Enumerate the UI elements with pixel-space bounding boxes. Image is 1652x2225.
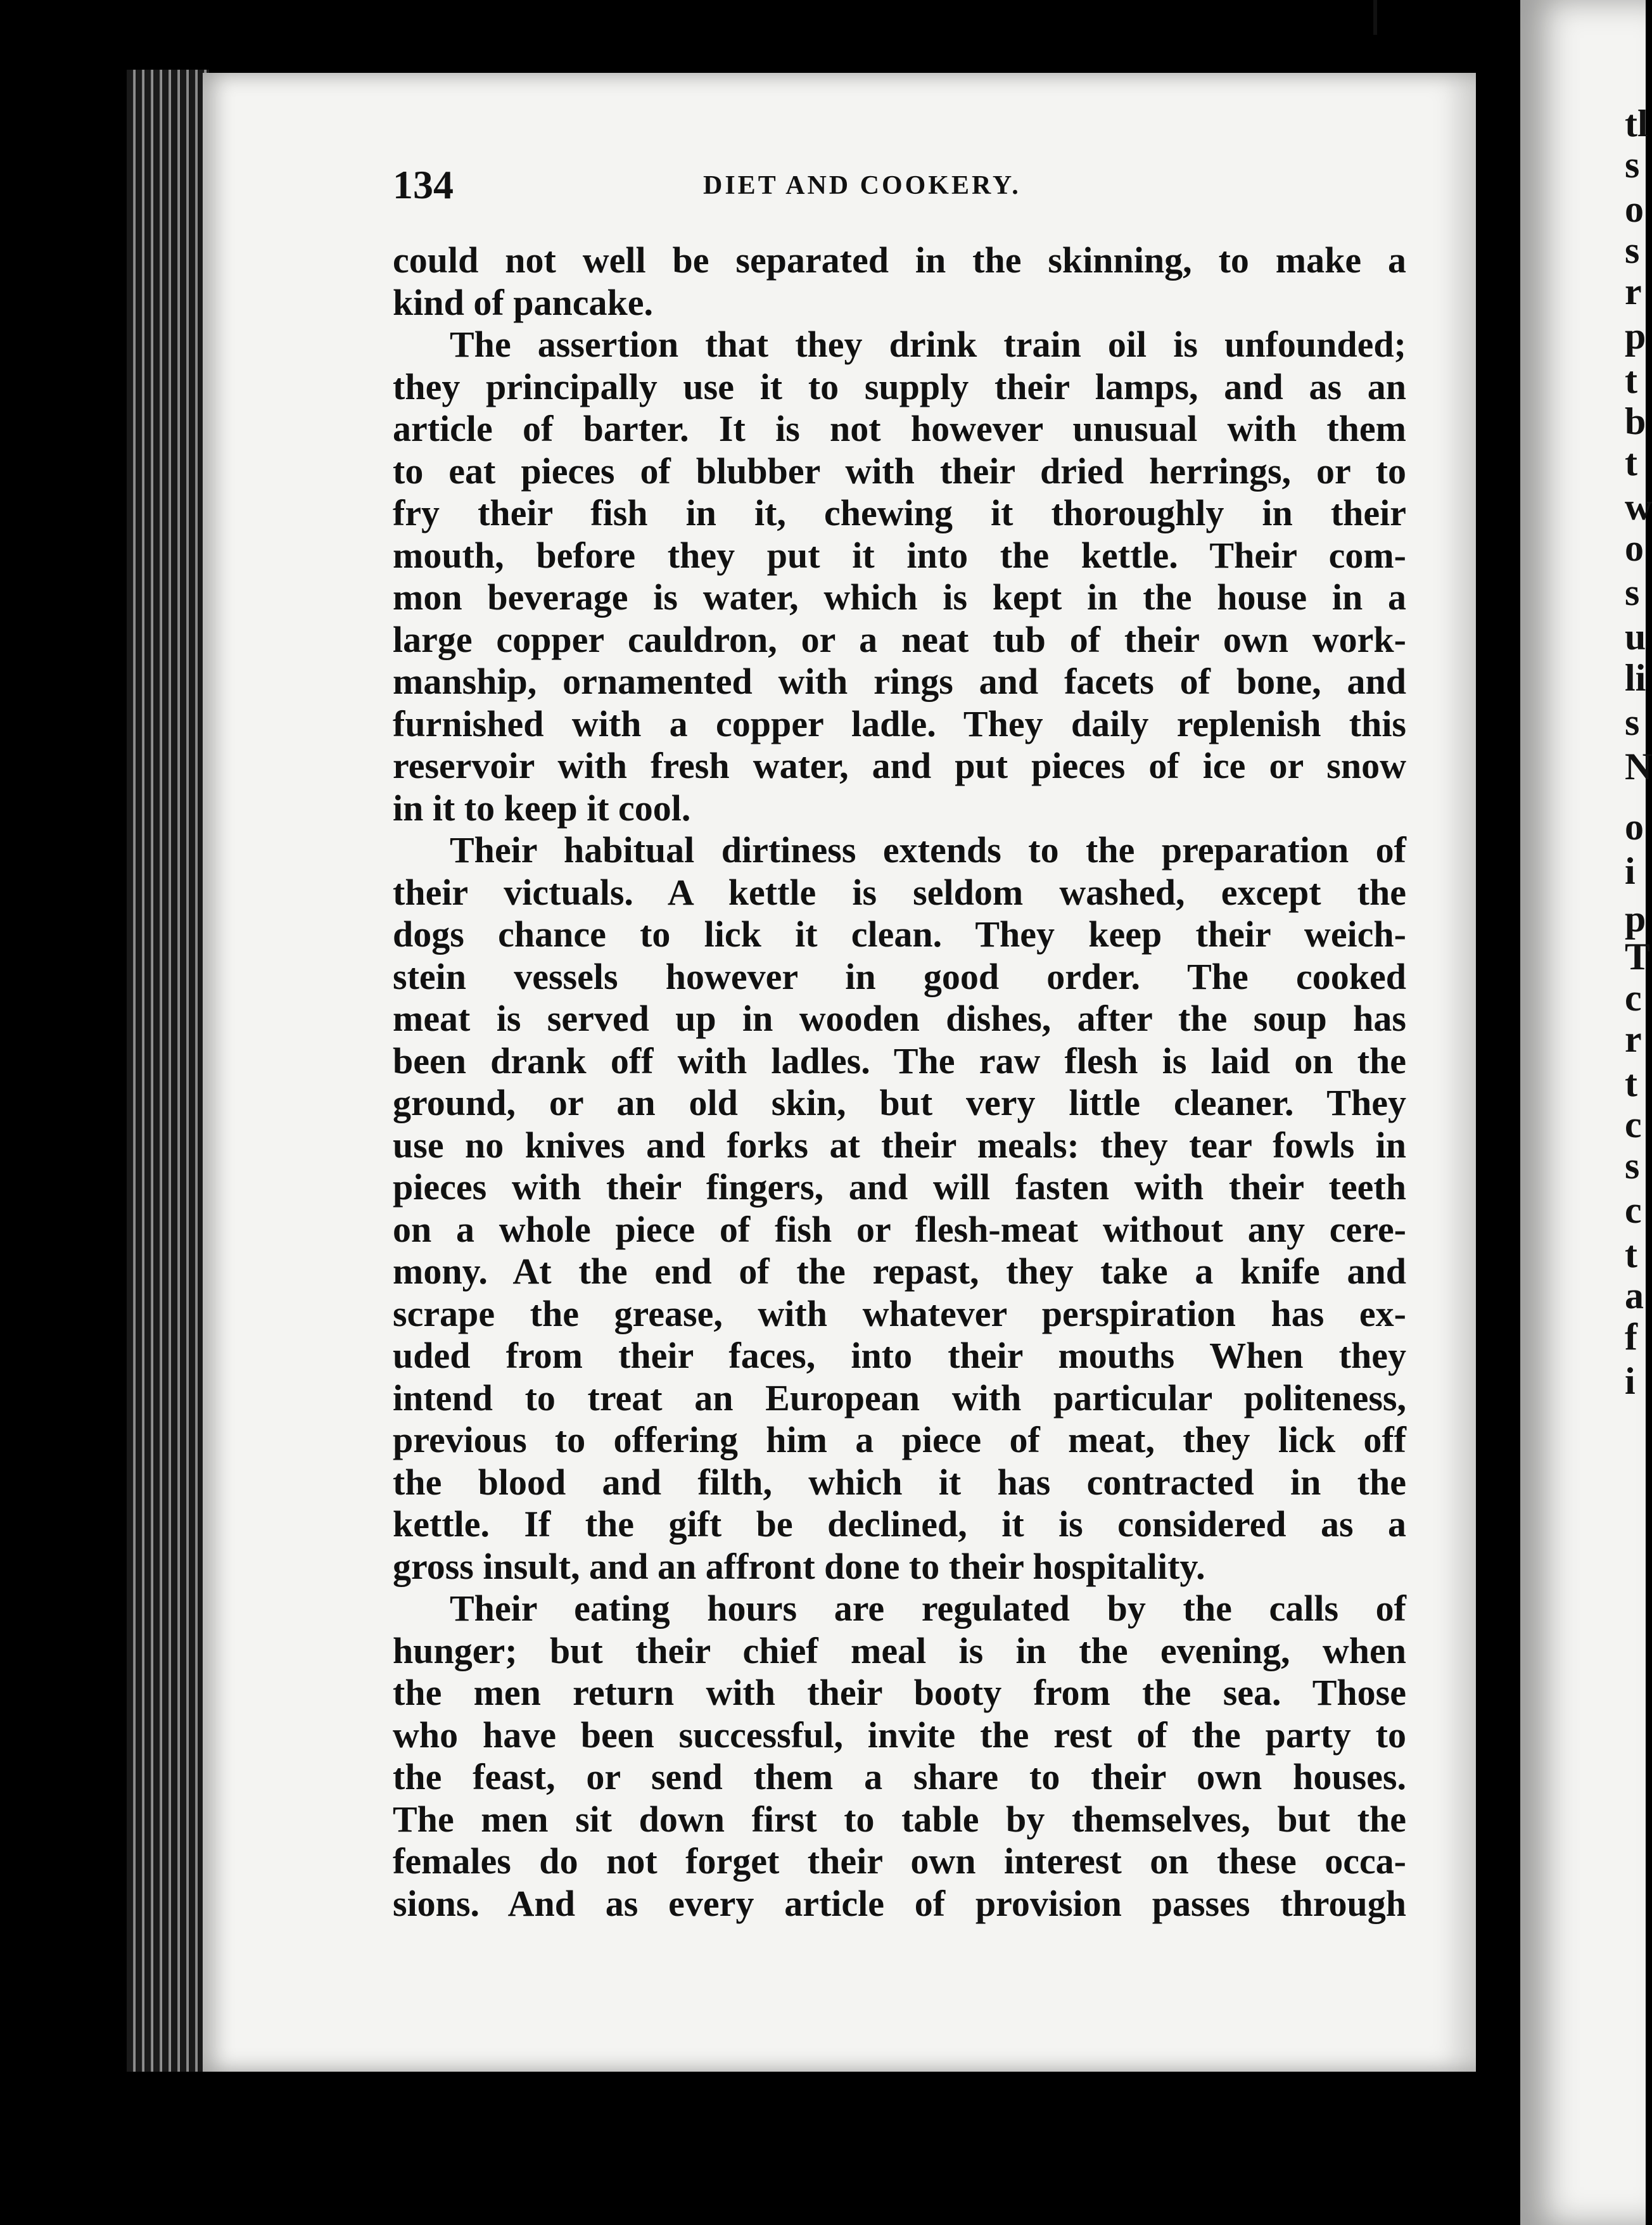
facing-page-fragment: r [1625,1018,1642,1060]
text-line: The men sit down first to table by themselves, but the [393,1798,1406,1840]
facing-page-fragment: s [1625,229,1640,271]
text-line: previous to offering him a piece of meat, they lick off [393,1419,1406,1460]
text-line: use no knives and forks at their meals: they tear fowls in [393,1124,1406,1166]
facing-page-fragment: o [1625,806,1644,848]
facing-page-fragment: s [1625,571,1640,613]
facing-page-fragment: t [1625,1234,1637,1275]
text-line: the blood and filth, which it has contracted in the [393,1461,1406,1503]
text-line: gross insult, and an affront done to their hospitality. [393,1545,1205,1587]
text-line: manship, ornamented with rings and facets of bone, and [393,661,1406,702]
text-line: could not well be separated in the skinning, to make a [393,239,1406,281]
text-line: kettle. If the gift be declined, it is considered as a [393,1503,1406,1545]
book-spine [1476,70,1520,2078]
facing-page-fragment: s [1625,1145,1640,1187]
text-line: large copper cauldron, or a neat tub of their own work- [393,618,1406,660]
facing-page-fragment: tl [1625,103,1648,144]
text-line: to eat pieces of blubber with their dried herrings, or to [393,450,1406,492]
text-line: hunger; but their chief meal is in the evening, when [393,1629,1406,1671]
page-header [393,162,1280,212]
facing-page-fragment: p [1625,898,1646,940]
text-line: uded from their faces, into their mouths When they [393,1335,1406,1376]
scan-mark [1373,0,1377,35]
text-line: intend to treat an European with particular politeness, [393,1377,1406,1419]
facing-page [1520,0,1652,2225]
facing-page-fragment: o [1625,527,1644,569]
text-line: The assertion that they drink train oil is unfounded; [450,324,1406,365]
text-line: the feast, or send them a share to their own houses. [393,1756,1406,1797]
text-line: reservoir with fresh water, and put pieces of ice or snow [393,745,1406,786]
text-line: sions. And as every article of provision passes through [393,1882,1406,1924]
text-line: Their habitual dirtiness extends to the preparation of [450,829,1406,870]
text-line: on a whole piece of fish or flesh-meat without any cere- [393,1208,1406,1250]
body-text [393,239,1406,1925]
text-line: meat is served up in wooden dishes, after the soup has [393,998,1406,1039]
page-edges [127,70,209,2072]
facing-page-fragment: r [1625,271,1642,312]
facing-page-fragment: i [1625,850,1636,892]
facing-page-fragment: s [1625,701,1640,743]
facing-page-fragment: a [1625,1275,1644,1317]
text-line: who have been successful, invite the rest of the party to [393,1714,1406,1756]
text-line: Their eating hours are regulated by the calls of [450,1588,1406,1629]
text-line: ground, or an old skin, but very little cleaner. They [393,1082,1406,1123]
text-line: been drank off with ladles. The raw flesh is laid on the [393,1040,1406,1081]
text-line: mouth, before they put it into the kettle. Their com- [393,534,1406,576]
text-line: dogs chance to lick it clean. They keep their weich- [393,914,1406,955]
facing-page-fragment: t [1625,442,1637,483]
text-line: in it to keep it cool. [393,787,691,829]
text-line: scrape the grease, with whatever perspiration has ex- [393,1292,1406,1334]
text-line: pieces with their fingers, and will fasten with their teeth [393,1166,1406,1208]
facing-page-fragment: u [1625,616,1646,658]
facing-page-fragment: t [1625,1062,1637,1104]
facing-page-fragment: f [1625,1316,1637,1358]
text-line: fry their fish in it, chewing it thoroughly in their [393,492,1406,533]
text-line: their victuals. A kettle is seldom washed, except the [393,871,1406,913]
facing-page-fragment: p [1625,315,1646,357]
page-number: 134 [393,162,454,207]
text-line: article of barter. It is not however unusual with them [393,408,1406,449]
text-line: kind of pancake. [393,281,653,323]
facing-page-fragment: s [1625,144,1640,186]
text-line: stein vessels however in good order. The cooked [393,955,1406,997]
facing-page-fragment: w [1625,486,1652,528]
text-line: furnished with a copper ladle. They daily replenish this [393,703,1406,744]
facing-page-fragment: c [1625,1104,1642,1145]
facing-page-fragment: t [1625,359,1637,401]
facing-page-fragment: N [1625,746,1652,787]
facing-page-fragment: c [1625,977,1642,1019]
facing-page-fragment: c [1625,1189,1642,1231]
facing-page-fragment: b [1625,400,1646,442]
facing-page-fragment: T [1625,936,1651,978]
running-head: DIET AND COOKERY. [703,171,1021,200]
facing-page-fragment: o [1625,188,1644,230]
facing-page-fragment: i [1625,1360,1636,1402]
text-line: females do not forget their own interest on these occa- [393,1840,1406,1882]
facing-page-fragment: li [1625,657,1646,699]
text-line: mony. At the end of the repast, they take a knife and [393,1251,1406,1292]
text-line: they principally use it to supply their lamps, and as an [393,366,1406,407]
text-line: mon beverage is water, which is kept in the house in a [393,577,1406,618]
text-line: the men return with their booty from the sea. Those [393,1672,1406,1713]
